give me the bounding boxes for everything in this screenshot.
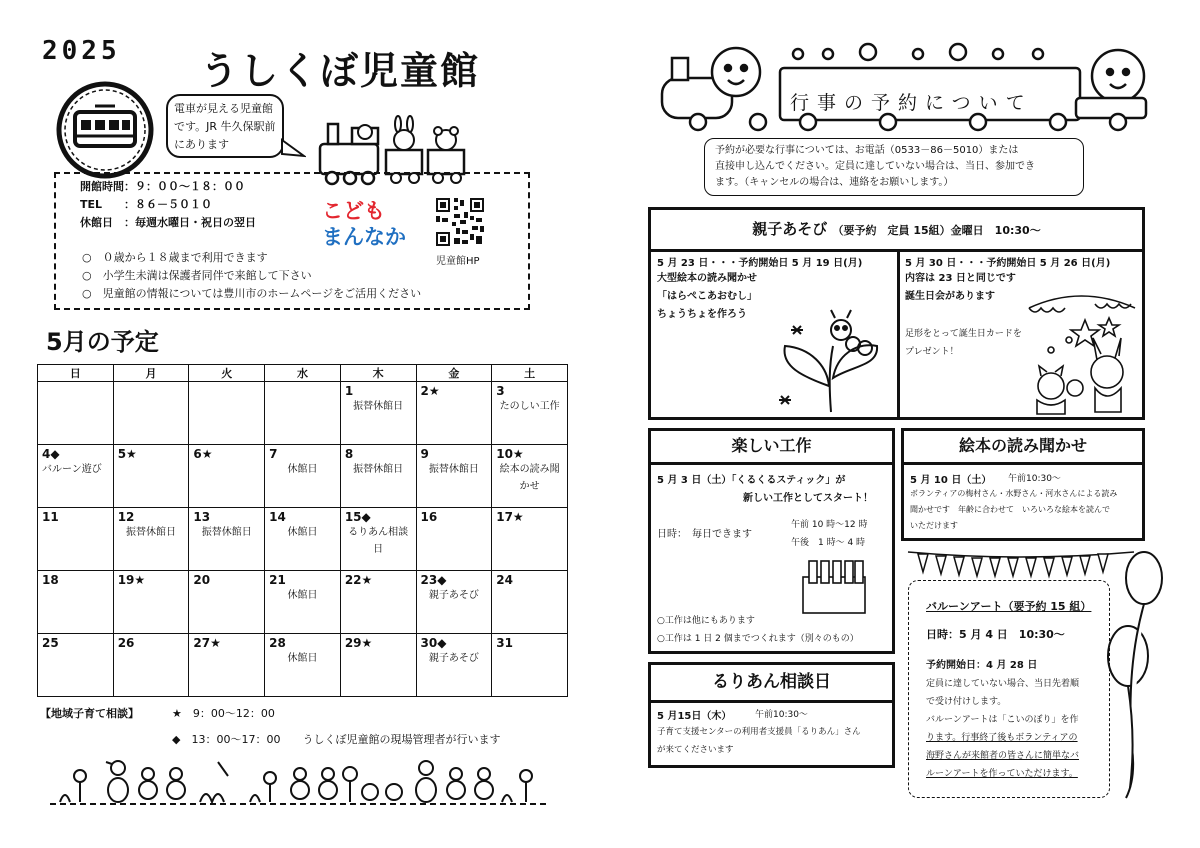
calendar-day-event: 振替休館日 — [353, 401, 404, 412]
calendar-body — [38, 382, 568, 697]
calendar-day-number: 10★ — [496, 447, 524, 461]
calendar-day-number: 4◆ — [42, 447, 60, 461]
note-2: ○ 小学生未満は保護者同伴で来館して下さい — [82, 269, 312, 282]
calendar-day-cell — [492, 634, 568, 697]
page-title: うしくぼ児童館 — [200, 49, 481, 93]
oyako-right-l4: プレゼント！ — [905, 347, 959, 357]
year-label: 2025 — [42, 36, 121, 66]
calendar-day-event: 休館日 — [287, 590, 318, 601]
calendar-day-cell — [189, 634, 265, 697]
calendar-day-cell — [416, 634, 492, 697]
ehon-l1: ボランティアの梅村さん・水野さん・河水さんによる読み — [910, 489, 1118, 498]
calendar-day-cell — [416, 445, 492, 508]
oyako-left-l3: ちょうちょを作ろう — [657, 309, 747, 320]
calendar-day-cell — [189, 571, 265, 634]
qr-caption: 児童館HP — [436, 256, 480, 267]
calendar-day-event: 休館日 — [287, 653, 318, 664]
calendar-day-number: 21 — [269, 573, 286, 587]
kousaku-l2: 新しい工作としてスタート！ — [743, 493, 873, 504]
weekday-tue: 火 — [189, 365, 265, 382]
calendar-week-row — [38, 571, 568, 634]
calendar-day-cell — [340, 445, 416, 508]
calendar-week-row — [38, 634, 568, 697]
ruri-title: るりあん相談日 — [712, 672, 831, 692]
reservation-banner: 行事の予約について — [790, 92, 1033, 114]
calendar-day-event: 親子あそび — [428, 590, 479, 601]
calendar-day-cell — [416, 508, 492, 571]
ehon-l2: 聞かせです 年齢に合わせて いろいろな絵本を読んで — [910, 505, 1110, 514]
kousaku-time-am: 午前 10 時～12 時 — [791, 520, 868, 530]
calendar-day-cell — [113, 634, 189, 697]
calendar-day-event: るりあん相談日 — [348, 527, 409, 555]
speech-bubble — [166, 94, 284, 158]
ehon-title: 絵本の読み聞かせ — [958, 436, 1087, 455]
note-3: ○ 児童館の情報については豊川市のホームページをご活用ください — [82, 287, 422, 300]
decorative-flower-border — [50, 752, 550, 812]
calendar-day-event: 振替休館日 — [353, 464, 404, 475]
calendar-day-number: 25 — [42, 636, 59, 650]
ehon-l3: いただけます — [910, 521, 958, 530]
balloon-l6: ルーンアートを作っていただけます。 — [926, 769, 1078, 779]
weekday-fri: 金 — [416, 365, 492, 382]
ehon-header — [904, 431, 1142, 465]
calendar-day-number: 1 — [344, 384, 354, 398]
calendar-day-number: 19★ — [117, 573, 146, 587]
consult-diamond-hours: ◆ 13：00～17：00 うしくぼ児童館の現場管理者が行います — [172, 733, 501, 746]
calendar-day-cell — [340, 571, 416, 634]
caterpillar-flower-illustration — [771, 306, 881, 418]
calendar-day-cell — [265, 508, 341, 571]
speech-text: 電車が見える児童館です。JR 牛久保駅前にあります — [174, 102, 276, 151]
ruri-l2: が来てくださいます — [657, 745, 734, 755]
calendar-day-number: 23◆ — [420, 573, 447, 587]
calendar-day-event: 休館日 — [287, 527, 318, 538]
calendar-day-cell — [340, 382, 416, 445]
calendar-day-cell — [416, 382, 492, 445]
oyako-sub: （要予約 定員 15組）金曜日 10:30～ — [832, 224, 1041, 237]
calendar-day-number: 11 — [42, 510, 59, 524]
oyako-title: 親子あそび — [752, 220, 828, 238]
balloon-date: 日時：5 月 4 日 10:30～ — [926, 628, 1065, 641]
calendar-day-number: 9 — [420, 447, 429, 461]
calendar-day-cell — [189, 445, 265, 508]
calendar-week-row — [38, 382, 568, 445]
calendar-day-event: バルーン遊び — [42, 464, 102, 475]
balloon-l4: ります。行事終了後もボランティアの — [926, 733, 1078, 743]
consult-label: 【地域子育て相談】 — [40, 707, 139, 720]
kousaku-time-pm: 午後 1 時～ 4 時 — [791, 538, 866, 548]
calendar-day-cell — [189, 508, 265, 571]
oyako-left-head: 5 月 23 日・・・予約開始日 5 月 19 日(月) — [657, 258, 863, 269]
balloons-illustration — [1106, 548, 1166, 812]
note-2-text: 小学生未満は保護者同伴で来館して下さい — [102, 269, 312, 282]
oyako-divider — [897, 252, 900, 417]
kousaku-date: 日時： 毎日できます — [657, 529, 752, 540]
calendar-day-cell — [113, 382, 189, 445]
calendar-day-cell — [38, 634, 114, 697]
calendar-day-number: 24 — [496, 573, 513, 587]
calendar-day-cell — [113, 571, 189, 634]
reservation-notice — [704, 138, 1084, 196]
oyako-left-l2: 「はらぺこあおむし」 — [657, 291, 757, 302]
calendar-day-number: 2★ — [420, 384, 440, 398]
closed-days: 休館日 ：毎週水曜日・祝日の翌日 — [80, 216, 256, 229]
calendar-day-number: 28 — [269, 636, 286, 650]
oyako-right-l2: 誕生日会があります — [905, 291, 995, 302]
calendar-day-number: 26 — [117, 636, 135, 650]
calendar-day-cell — [492, 571, 568, 634]
calendar-day-number: 3 — [496, 384, 505, 398]
stick-craft-illustration — [799, 557, 871, 619]
ruri-l1: 子育て支援センターの利用者支援員「るりあん」さん — [657, 727, 861, 737]
weekday-row — [38, 365, 568, 382]
hours: 開館時間：９：００～１８：００ — [80, 180, 245, 193]
kousaku-l1: 5 月 3 日（土）「くるくるスティック」が — [657, 475, 846, 486]
calendar-title: 5月の予定 — [46, 328, 159, 356]
kousaku-title: 楽しい工作 — [731, 436, 812, 455]
kousaku-section — [648, 428, 895, 654]
calendar-day-cell — [113, 508, 189, 571]
weekday-wed: 水 — [265, 365, 341, 382]
calendar-week-row — [38, 445, 568, 508]
calendar-day-number: 30◆ — [420, 636, 447, 650]
calendar-day-cell — [340, 508, 416, 571]
weekday-sat: 土 — [492, 365, 568, 382]
calendar-day-cell — [38, 382, 114, 445]
calendar-day-number: 7 — [269, 447, 278, 461]
oyako-right-head: 5 月 30 日・・・予約開始日 5 月 26 日(月) — [905, 258, 1111, 269]
oyako-right-l3: 足形をとって誕生日カードを — [905, 329, 1022, 339]
calendar-day-number: 8 — [344, 447, 354, 461]
balloon-l5: 海野さんが来館者の皆さんに簡単なバ — [926, 751, 1080, 761]
note-1-text: ０歳から１８歳まで利用できます — [102, 251, 268, 264]
calendar-day-number: 16 — [420, 510, 438, 524]
calendar-day-event: 振替休館日 — [201, 527, 252, 538]
calendar-day-cell — [38, 445, 114, 508]
calendar-day-number: 22★ — [344, 573, 373, 587]
balloon-l2: で受け付けします。 — [926, 697, 1007, 707]
calendar-day-event: たのしい工作 — [499, 401, 560, 412]
calendar-day-number: 27★ — [193, 636, 221, 650]
ruri-section — [648, 662, 895, 768]
balloon-start: 予約開始日：4 月 28 日 — [926, 660, 1038, 671]
kousaku-note2: ○工作は 1 日 2 個までつくれます（別々のもの） — [657, 634, 859, 644]
calendar-day-number: 12 — [117, 510, 135, 524]
oyako-right-l1: 内容は 23 日と同じです — [905, 273, 1016, 284]
calendar-day-event: 絵本の読み聞かせ — [499, 464, 560, 492]
oyako-header — [651, 210, 1142, 252]
logo-line1: こども — [322, 199, 385, 223]
note-1: ○ ０歳から１８歳まで利用できます — [82, 251, 268, 264]
calendar-day-cell — [492, 382, 568, 445]
calendar-day-cell — [113, 445, 189, 508]
calendar-day-cell — [38, 571, 114, 634]
calendar-day-event: 振替休館日 — [126, 527, 177, 538]
calendar-day-cell — [265, 382, 341, 445]
kousaku-header — [651, 431, 892, 465]
weekday-thu: 木 — [340, 365, 416, 382]
calendar-table — [37, 364, 568, 697]
calendar-week-row — [38, 508, 568, 571]
weekday-mon: 月 — [113, 365, 189, 382]
calendar-day-number: 5★ — [117, 447, 137, 461]
calendar-day-cell — [265, 445, 341, 508]
ruri-time: 午前10:30～ — [755, 710, 808, 720]
reservation-line2: 直接申し込んでください。定員に達していない場合は、当日、参加でき — [715, 161, 1035, 172]
calendar-day-cell — [189, 382, 265, 445]
balloon-l3: バルーンアートは「こいのぼり」を作 — [926, 715, 1079, 725]
calendar-day-number: 18 — [42, 573, 59, 587]
calendar-day-number: 6★ — [193, 447, 213, 461]
train-icon — [55, 80, 155, 180]
ehon-section — [901, 428, 1145, 541]
calendar-day-number: 13 — [193, 510, 211, 524]
ehon-time: 午前10:30～ — [1008, 474, 1061, 484]
calendar-day-cell — [265, 634, 341, 697]
calendar-day-event: 親子あそび — [428, 653, 479, 664]
weekday-sun: 日 — [38, 365, 114, 382]
ruri-head: 5 月15日（木） — [657, 711, 732, 722]
calendar-day-number: 17★ — [496, 510, 524, 524]
logo-line2: まんなか — [322, 225, 406, 249]
calendar-day-cell — [340, 634, 416, 697]
calendar-day-number: 31 — [496, 636, 513, 650]
calendar-day-event: 振替休館日 — [428, 464, 479, 475]
calendar-day-cell — [416, 571, 492, 634]
telephone: TEL ：８６－５０１０ — [80, 198, 213, 211]
calendar-day-number: 29★ — [344, 636, 373, 650]
birthday-party-illustration — [1025, 290, 1141, 420]
calendar-day-number: 15◆ — [344, 510, 371, 524]
calendar-day-number: 20 — [193, 573, 211, 587]
calendar-day-cell — [492, 508, 568, 571]
balloon-title: バルーンアート（要予約 15 組） — [926, 600, 1092, 613]
note-3-text: 児童館の情報については豊川市のホームページをご活用ください — [102, 287, 422, 300]
oyako-left-l1: 大型絵本の読み聞かせ — [657, 273, 757, 284]
ruri-header — [651, 665, 892, 703]
reservation-line1: 予約が必要な行事については、お電話（0533－86－5010）または — [715, 145, 1019, 156]
ehon-head: 5 月 10 日（土） — [910, 475, 992, 486]
reservation-line3: ます。（キャンセルの場合は、連絡をお願いします。） — [715, 177, 954, 188]
calendar-day-number: 14 — [269, 510, 286, 524]
calendar-day-event: 休館日 — [287, 464, 318, 475]
consult-star-hours: ★ 9：00～12：00 — [172, 707, 275, 720]
balloon-l1: 定員に達していない場合、当日先着順 — [926, 679, 1080, 689]
bubble-tail — [280, 138, 306, 164]
oyako-asobi-section — [648, 207, 1145, 420]
calendar-day-cell — [492, 445, 568, 508]
calendar-day-cell — [38, 508, 114, 571]
calendar-day-cell — [265, 571, 341, 634]
kousaku-note1: ○工作は他にもあります — [657, 616, 755, 626]
qr-code[interactable] — [436, 198, 484, 250]
kodomo-mannaka-logo — [322, 198, 406, 250]
